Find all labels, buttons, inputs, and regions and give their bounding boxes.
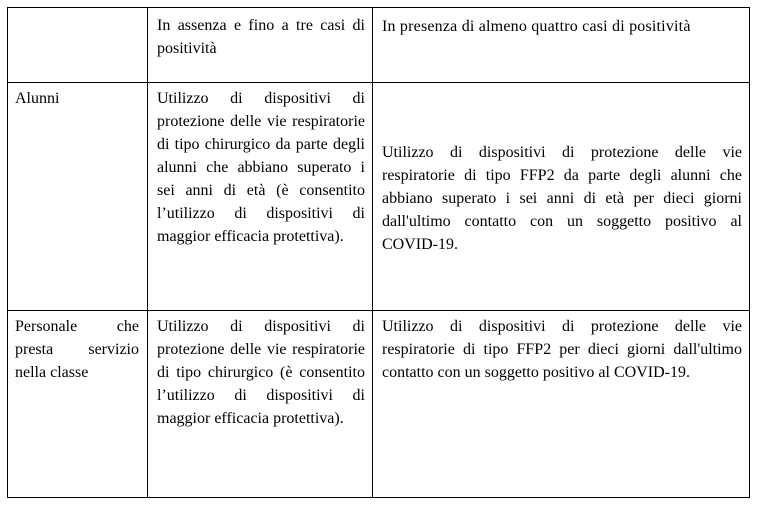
table-border-left: [7, 7, 8, 498]
row2-many-cases-text: Utilizzo di dispositivi di protezione delle vie respiratorie di tipo FFP2 per dieci giorni dall'ultimo contatto con un soggetto positivo al COVID-19.: [382, 318, 742, 381]
row1-few-cases-text: Utilizzo di dispositivi di protezione delle vie respiratorie di tipo chirurgico da parte degli alunni che abbiano superato i sei anni di età (è consentito l’utilizzo di dispositivi di maggior efficacia protettiva).: [157, 90, 365, 245]
table-border-col1: [147, 7, 148, 498]
table-border-col2: [372, 7, 373, 498]
header-cell-many-cases: In presenza di almeno quattro casi di positività: [382, 18, 691, 35]
table-border-bottom: [7, 497, 750, 498]
row-label-personale: Personale che presta servizio nella classe: [15, 318, 139, 381]
header-cell-few-cases: In assenza e fino a tre casi di positività: [157, 17, 365, 57]
table-border-header: [7, 82, 750, 83]
table-border-top: [7, 7, 750, 8]
table-border-row1: [7, 310, 750, 311]
table-border-right: [749, 7, 750, 498]
row2-few-cases-text: Utilizzo di dispositivi di protezione delle vie respiratorie di tipo chirurgico (è consentito l’utilizzo di dispositivi di maggior efficacia protettiva).: [157, 318, 365, 427]
row-label-alunni: Alunni: [15, 90, 60, 107]
row1-many-cases-text: Utilizzo di dispositivi di protezione delle vie respiratorie di tipo FFP2 da parte degli alunni che abbiano superato i sei anni di età per dieci giorni dall'ultimo contatto con un soggetto positivo al COVID-19.: [382, 144, 742, 253]
